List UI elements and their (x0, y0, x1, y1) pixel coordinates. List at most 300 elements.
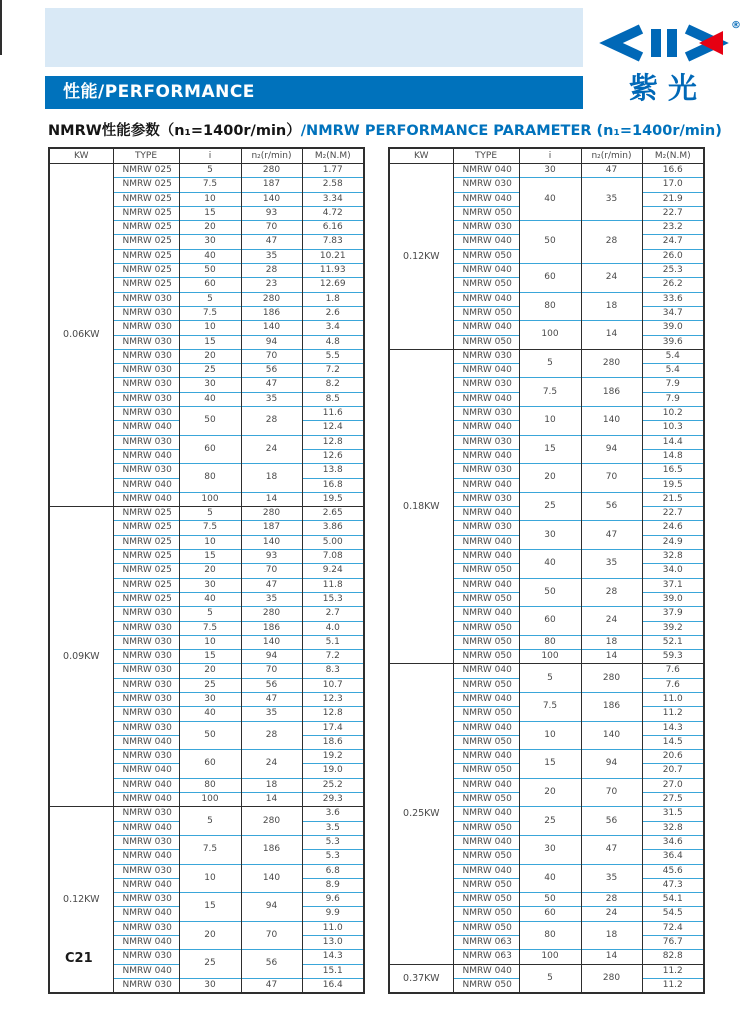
torque-value: 13.8 (302, 464, 364, 478)
speed-value: 186 (241, 835, 302, 864)
ratio-value: 50 (179, 264, 241, 278)
torque-value: 39.0 (642, 592, 704, 606)
torque-value: 3.34 (302, 192, 364, 206)
ratio-value: 10 (519, 721, 581, 750)
type-value: NMRW 025 (113, 221, 179, 235)
ratio-value: 10 (179, 535, 241, 549)
torque-value: 36.4 (642, 850, 704, 864)
speed-value: 70 (241, 349, 302, 363)
speed-value: 56 (241, 678, 302, 692)
torque-value: 5.3 (302, 835, 364, 849)
ratio-value: 10 (179, 321, 241, 335)
torque-value: 9.24 (302, 564, 364, 578)
kw-value: 0.12KW (49, 807, 113, 993)
speed-value: 47 (581, 521, 642, 550)
speed-value: 14 (241, 492, 302, 506)
speed-value: 140 (241, 864, 302, 893)
kw-value: 0.18KW (389, 349, 453, 664)
type-value: NMRW 040 (453, 835, 519, 849)
col-header-type: TYPE (113, 148, 179, 164)
torque-value: 7.9 (642, 392, 704, 406)
speed-value: 28 (581, 893, 642, 907)
ratio-value: 7.5 (519, 378, 581, 407)
speed-value: 18 (581, 292, 642, 321)
torque-value: 19.0 (302, 764, 364, 778)
table-header-row (49, 148, 364, 164)
type-value: NMRW 025 (113, 578, 179, 592)
type-value: NMRW 025 (113, 249, 179, 263)
torque-value: 24.7 (642, 235, 704, 249)
speed-value: 18 (241, 464, 302, 493)
speed-value: 28 (581, 578, 642, 607)
ratio-value: 15 (179, 550, 241, 564)
type-value: NMRW 040 (453, 692, 519, 706)
type-value: NMRW 040 (453, 864, 519, 878)
ratio-value: 30 (179, 692, 241, 706)
type-value: NMRW 030 (113, 692, 179, 706)
torque-value: 7.6 (642, 664, 704, 678)
ratio-value: 20 (179, 664, 241, 678)
type-value: NMRW 040 (113, 907, 179, 921)
type-value: NMRW 030 (113, 807, 179, 821)
type-value: NMRW 030 (113, 607, 179, 621)
page-title-cn: NMRW性能参数（n₁=1400r/min） (48, 123, 301, 139)
type-value: NMRW 050 (453, 907, 519, 921)
type-value: NMRW 040 (113, 821, 179, 835)
torque-value: 52.1 (642, 635, 704, 649)
col-header-m2: M₂(N.M) (302, 148, 364, 164)
ratio-value: 20 (519, 778, 581, 807)
speed-value: 47 (581, 835, 642, 864)
speed-value: 56 (241, 364, 302, 378)
torque-value: 12.8 (302, 435, 364, 449)
torque-value: 21.9 (642, 192, 704, 206)
torque-value: 24.9 (642, 535, 704, 549)
ratio-value: 60 (179, 435, 241, 464)
speed-value: 56 (241, 950, 302, 979)
performance-table-right (388, 147, 705, 994)
kw-value: 0.25KW (389, 664, 453, 964)
logo-z-stroke (611, 29, 641, 57)
speed-value: 24 (581, 607, 642, 636)
torque-value: 11.2 (642, 707, 704, 721)
torque-value: 14.3 (302, 950, 364, 964)
speed-value: 14 (241, 793, 302, 807)
ratio-value: 80 (519, 921, 581, 950)
speed-value: 56 (581, 492, 642, 521)
ratio-value: 100 (519, 650, 581, 664)
torque-value: 7.83 (302, 235, 364, 249)
torque-value: 16.4 (302, 978, 364, 993)
speed-value: 70 (241, 664, 302, 678)
torque-value: 16.8 (302, 478, 364, 492)
torque-value: 37.1 (642, 578, 704, 592)
ratio-value: 40 (179, 392, 241, 406)
type-value: NMRW 040 (453, 664, 519, 678)
table-row (389, 964, 704, 978)
torque-value: 5.00 (302, 535, 364, 549)
ratio-value: 15 (179, 650, 241, 664)
torque-value: 7.08 (302, 550, 364, 564)
ratio-value: 100 (519, 950, 581, 964)
type-value: NMRW 040 (453, 192, 519, 206)
type-value: NMRW 040 (113, 850, 179, 864)
torque-value: 10.21 (302, 249, 364, 263)
speed-value: 18 (581, 635, 642, 649)
type-value: NMRW 030 (453, 378, 519, 392)
speed-value: 24 (581, 907, 642, 921)
ratio-value: 100 (179, 492, 241, 506)
type-value: NMRW 040 (453, 164, 519, 178)
type-value: NMRW 050 (453, 735, 519, 749)
torque-value: 26.2 (642, 278, 704, 292)
speed-value: 280 (241, 292, 302, 306)
type-value: NMRW 040 (113, 778, 179, 792)
type-value: NMRW 025 (113, 521, 179, 535)
torque-value: 54.5 (642, 907, 704, 921)
ratio-value: 50 (519, 578, 581, 607)
ratio-value: 40 (519, 178, 581, 221)
speed-value: 47 (241, 378, 302, 392)
torque-value: 1.77 (302, 164, 364, 178)
type-value: NMRW 040 (453, 964, 519, 978)
torque-value: 47.3 (642, 878, 704, 892)
ratio-value: 15 (519, 750, 581, 779)
type-value: NMRW 030 (113, 950, 179, 964)
type-value: NMRW 030 (113, 893, 179, 907)
torque-value: 11.0 (302, 921, 364, 935)
type-value: NMRW 025 (113, 178, 179, 192)
type-value: NMRW 025 (113, 278, 179, 292)
ratio-value: 5 (179, 607, 241, 621)
ratio-value: 60 (519, 907, 581, 921)
type-value: NMRW 040 (453, 778, 519, 792)
ratio-value: 30 (519, 164, 581, 178)
type-value: NMRW 030 (453, 178, 519, 192)
speed-value: 14 (581, 321, 642, 350)
type-value: NMRW 040 (453, 535, 519, 549)
type-value: NMRW 040 (453, 721, 519, 735)
ratio-value: 25 (179, 364, 241, 378)
type-value: NMRW 030 (113, 750, 179, 764)
ratio-value: 5 (519, 664, 581, 693)
type-value: NMRW 030 (113, 392, 179, 406)
speed-value: 35 (581, 550, 642, 579)
type-value: NMRW 040 (453, 292, 519, 306)
type-value: NMRW 050 (453, 306, 519, 320)
type-value: NMRW 030 (113, 978, 179, 993)
type-value: NMRW 063 (453, 950, 519, 964)
type-value: NMRW 040 (453, 507, 519, 521)
torque-value: 29.3 (302, 793, 364, 807)
torque-value: 3.4 (302, 321, 364, 335)
torque-value: 34.0 (642, 564, 704, 578)
type-value: NMRW 040 (113, 764, 179, 778)
speed-value: 18 (241, 778, 302, 792)
speed-value: 140 (581, 407, 642, 436)
type-value: NMRW 030 (113, 435, 179, 449)
type-value: NMRW 050 (453, 707, 519, 721)
speed-value: 140 (241, 192, 302, 206)
torque-value: 76.7 (642, 936, 704, 950)
type-value: NMRW 030 (113, 835, 179, 849)
torque-value: 6.16 (302, 221, 364, 235)
speed-value: 47 (241, 978, 302, 993)
ratio-value: 20 (179, 921, 241, 950)
torque-value: 5.3 (302, 850, 364, 864)
kw-value: 0.06KW (49, 164, 113, 507)
brand-logo (593, 22, 743, 107)
type-value: NMRW 050 (453, 793, 519, 807)
type-value: NMRW 050 (453, 278, 519, 292)
torque-value: 4.72 (302, 206, 364, 220)
type-value: NMRW 050 (453, 249, 519, 263)
type-value: NMRW 050 (453, 635, 519, 649)
torque-value: 5.4 (642, 364, 704, 378)
type-value: NMRW 040 (113, 964, 179, 978)
ratio-value: 20 (179, 349, 241, 363)
torque-value: 9.6 (302, 893, 364, 907)
torque-value: 19.5 (642, 478, 704, 492)
speed-value: 14 (581, 650, 642, 664)
ratio-value: 7.5 (179, 521, 241, 535)
type-value: NMRW 050 (453, 850, 519, 864)
speed-value: 140 (241, 535, 302, 549)
type-value: NMRW 030 (113, 407, 179, 421)
torque-value: 14.3 (642, 721, 704, 735)
torque-value: 5.4 (642, 349, 704, 363)
torque-value: 11.93 (302, 264, 364, 278)
speed-value: 23 (241, 278, 302, 292)
type-value: NMRW 030 (113, 678, 179, 692)
type-value: NMRW 030 (453, 435, 519, 449)
col-header-kw: KW (389, 148, 453, 164)
type-value: NMRW 030 (453, 464, 519, 478)
torque-value: 2.7 (302, 607, 364, 621)
type-value: NMRW 050 (453, 564, 519, 578)
speed-value: 280 (241, 507, 302, 521)
torque-value: 2.6 (302, 306, 364, 320)
type-value: NMRW 040 (113, 478, 179, 492)
type-value: NMRW 040 (453, 607, 519, 621)
ratio-value: 7.5 (179, 621, 241, 635)
torque-value: 25.3 (642, 264, 704, 278)
torque-value: 11.0 (642, 692, 704, 706)
torque-value: 12.4 (302, 421, 364, 435)
type-value: NMRW 050 (453, 678, 519, 692)
type-value: NMRW 030 (453, 407, 519, 421)
type-value: NMRW 050 (453, 893, 519, 907)
ratio-value: 30 (519, 521, 581, 550)
torque-value: 19.5 (302, 492, 364, 506)
type-value: NMRW 030 (113, 321, 179, 335)
header-light-panel (45, 8, 583, 67)
torque-value: 4.8 (302, 335, 364, 349)
performance-table-left (48, 147, 365, 994)
type-value: NMRW 040 (453, 321, 519, 335)
torque-value: 14.8 (642, 449, 704, 463)
torque-value: 39.6 (642, 335, 704, 349)
torque-value: 10.2 (642, 407, 704, 421)
speed-value: 56 (581, 807, 642, 836)
ratio-value: 5 (519, 964, 581, 993)
torque-value: 11.6 (302, 407, 364, 421)
torque-value: 10.7 (302, 678, 364, 692)
ratio-value: 40 (179, 707, 241, 721)
speed-value: 70 (581, 778, 642, 807)
speed-value: 93 (241, 550, 302, 564)
speed-value: 140 (581, 721, 642, 750)
speed-value: 94 (241, 650, 302, 664)
ratio-value: 5 (519, 349, 581, 378)
page-number: C21 (65, 951, 93, 966)
speed-value: 280 (241, 607, 302, 621)
logo-bar-2 (667, 29, 677, 57)
type-value: NMRW 030 (113, 306, 179, 320)
ratio-value: 15 (179, 206, 241, 220)
ratio-value: 30 (179, 978, 241, 993)
torque-value: 7.6 (642, 678, 704, 692)
ratio-value: 80 (519, 292, 581, 321)
torque-value: 2.58 (302, 178, 364, 192)
type-value: NMRW 040 (453, 392, 519, 406)
speed-value: 280 (241, 807, 302, 836)
type-value: NMRW 050 (453, 821, 519, 835)
speed-value: 35 (241, 392, 302, 406)
type-value: NMRW 063 (453, 936, 519, 950)
speed-value: 28 (241, 721, 302, 750)
ratio-value: 30 (179, 378, 241, 392)
torque-value: 16.5 (642, 464, 704, 478)
torque-value: 10.3 (642, 421, 704, 435)
type-value: NMRW 030 (453, 349, 519, 363)
ratio-value: 80 (519, 635, 581, 649)
torque-value: 7.2 (302, 364, 364, 378)
table-row (49, 807, 364, 821)
speed-value: 186 (241, 306, 302, 320)
ratio-value: 40 (519, 864, 581, 893)
torque-value: 21.5 (642, 492, 704, 506)
type-value: NMRW 030 (113, 721, 179, 735)
torque-value: 39.2 (642, 621, 704, 635)
col-header-kw: KW (49, 148, 113, 164)
speed-value: 187 (241, 178, 302, 192)
speed-value: 280 (581, 664, 642, 693)
type-value: NMRW 040 (453, 550, 519, 564)
speed-value: 35 (581, 178, 642, 221)
speed-value: 140 (241, 635, 302, 649)
torque-value: 54.1 (642, 893, 704, 907)
torque-value: 82.8 (642, 950, 704, 964)
ratio-value: 60 (519, 264, 581, 293)
torque-value: 9.9 (302, 907, 364, 921)
speed-value: 24 (241, 750, 302, 779)
torque-value: 12.69 (302, 278, 364, 292)
torque-value: 8.9 (302, 878, 364, 892)
torque-value: 19.2 (302, 750, 364, 764)
type-value: NMRW 030 (453, 492, 519, 506)
speed-value: 187 (241, 521, 302, 535)
speed-value: 93 (241, 206, 302, 220)
speed-value: 94 (581, 750, 642, 779)
ratio-value: 80 (179, 778, 241, 792)
torque-value: 4.0 (302, 621, 364, 635)
ratio-value: 7.5 (179, 306, 241, 320)
type-value: NMRW 050 (453, 621, 519, 635)
torque-value: 23.2 (642, 221, 704, 235)
speed-value: 35 (241, 592, 302, 606)
ratio-value: 5 (179, 507, 241, 521)
logo-bar-1 (651, 29, 661, 57)
torque-value: 20.6 (642, 750, 704, 764)
speed-value: 94 (581, 435, 642, 464)
type-value: NMRW 030 (113, 707, 179, 721)
type-value: NMRW 025 (113, 235, 179, 249)
torque-value: 31.5 (642, 807, 704, 821)
type-value: NMRW 025 (113, 550, 179, 564)
kw-value: 0.12KW (389, 164, 453, 350)
torque-value: 14.4 (642, 435, 704, 449)
ratio-value: 5 (179, 164, 241, 178)
type-value: NMRW 040 (453, 578, 519, 592)
ratio-value: 10 (179, 635, 241, 649)
kw-value: 0.09KW (49, 507, 113, 807)
type-value: NMRW 040 (113, 878, 179, 892)
speed-value: 280 (581, 964, 642, 993)
speed-value: 47 (241, 578, 302, 592)
type-value: NMRW 030 (113, 635, 179, 649)
ratio-value: 25 (519, 492, 581, 521)
ratio-value: 20 (519, 464, 581, 493)
torque-value: 5.1 (302, 635, 364, 649)
torque-value: 22.7 (642, 507, 704, 521)
ratio-value: 10 (179, 192, 241, 206)
table-row (49, 507, 364, 521)
ratio-value: 100 (179, 793, 241, 807)
ratio-value: 20 (179, 564, 241, 578)
type-value: NMRW 030 (113, 621, 179, 635)
torque-value: 34.6 (642, 835, 704, 849)
ratio-value: 100 (519, 321, 581, 350)
ratio-value: 15 (519, 435, 581, 464)
speed-value: 28 (241, 407, 302, 436)
speed-value: 14 (581, 950, 642, 964)
ratio-value: 7.5 (179, 178, 241, 192)
type-value: NMRW 030 (113, 335, 179, 349)
speed-value: 70 (241, 564, 302, 578)
torque-value: 39.0 (642, 321, 704, 335)
speed-value: 28 (581, 221, 642, 264)
ratio-value: 7.5 (179, 835, 241, 864)
speed-value: 47 (241, 235, 302, 249)
type-value: NMRW 025 (113, 564, 179, 578)
torque-value: 11.8 (302, 578, 364, 592)
torque-value: 45.6 (642, 864, 704, 878)
type-value: NMRW 040 (113, 936, 179, 950)
torque-value: 11.2 (642, 964, 704, 978)
torque-value: 3.6 (302, 807, 364, 821)
torque-value: 17.0 (642, 178, 704, 192)
speed-value: 140 (241, 321, 302, 335)
parameter-table (48, 147, 365, 994)
torque-value: 33.6 (642, 292, 704, 306)
torque-value: 3.86 (302, 521, 364, 535)
speed-value: 18 (581, 921, 642, 950)
type-value: NMRW 040 (453, 478, 519, 492)
table-row (389, 664, 704, 678)
type-value: NMRW 030 (113, 349, 179, 363)
ratio-value: 5 (179, 807, 241, 836)
